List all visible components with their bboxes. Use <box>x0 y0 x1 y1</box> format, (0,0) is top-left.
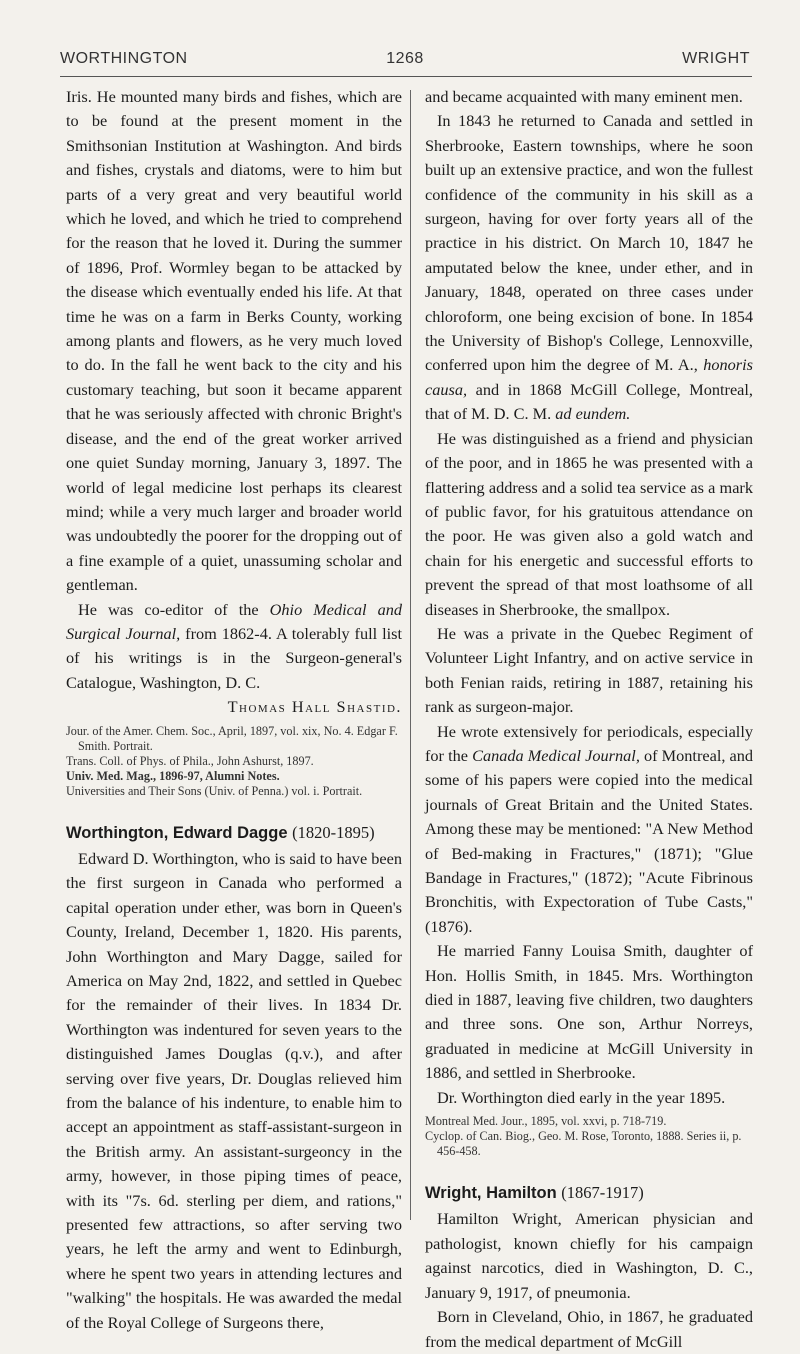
entry-heading <box>66 821 402 845</box>
reference-item: Cyclop. of Can. Biog., Geo. M. Rose, Toronto, 1888. Series ii, p. 456-458. <box>425 1129 742 1159</box>
paragraph: and became acquainted with many eminent men. <box>425 87 743 106</box>
reference-item: Trans. Coll. of Phys. of Phila., John Ashurst, 1897. <box>66 753 314 768</box>
paragraph: He married Fanny Louisa Smith, daughter of Hon. Hollis Smith, in 1845. Mrs. Worthington died in 1887, leaving five children, two daughters and three sons. One son, Arthur Norreys, graduated in medicine at McGill University in 1886, and settled in Sherbrooke. <box>425 941 753 1083</box>
paragraph: Iris. He mounted many birds and fishes, which are to be found at the present moment in the Smithsonian Institution at Washington. And birds and fishes, crystals and diatoms, were to him but parts of a very great and very beautiful world which he loved, and which he tried to comprehend for the reason that he loved it. During the summer of 1896, Prof. Wormley began to be attacked by the disease which eventually ended his life. At that time he was on a farm in Berks County, working among plants and flowers, as he very much loved to do. In the fall he went back to the city and his customary teaching, but soon it became apparent that he was seriously affected with chronic Bright's disease, and the end of the great worker arrived one quiet Sunday morning, January 3, 1897. The world of legal medicine lost perhaps its clearest mind; while a very much larger and broader world was undoubtedly the poorer for the dropping out of a fine example of a quiet, unassuming scholar and gentleman. <box>66 87 402 595</box>
left-column <box>66 85 402 1335</box>
column-divider <box>410 90 411 1220</box>
header-left-word: WORTHINGTON <box>60 50 188 67</box>
reference-item: Montreal Med. Jour., 1895, vol. xxvi, p. 718-719. <box>425 1114 667 1129</box>
reference-item: Univ. Med. Mag., 1896-97, Alumni Notes. <box>66 768 280 783</box>
text-run: He wrote extensively for periodicals, especially for the <box>425 721 753 765</box>
header-right-word: WRIGHT <box>682 50 750 67</box>
text-run: from 1862-4. A tolerably full list of his writings is in the Surgeon-general's Catalogue, Washington, D. C. <box>66 623 402 692</box>
entry-dates: (1867-1917) <box>561 1183 644 1203</box>
paragraph: Born in Cleveland, Ohio, in 1867, he graduated from the medical department of McGill <box>425 1307 753 1351</box>
entry-dates: (1820-1895) <box>292 822 375 842</box>
entry-name: Wright, Hamilton <box>425 1184 557 1203</box>
text-run: In 1843 he returned to Canada and settled in Sherbrooke, Eastern townships, where he soon built up an extensive practice, and won the fullest confidence of the community in his skill as a surgeon, having for over forty years all of the practice in his district. On March 10, 1847 he amputated below the knee, under ether, and in January, 1848, operated on three cases under chloroform, one being excision of bone. In 1854 the University of Bishop's College, Lennoxville, conferred upon him the degree of M. A., <box>425 111 753 375</box>
paragraph <box>425 109 753 426</box>
paragraph <box>425 720 753 940</box>
latin-phrase: ad eundem. <box>555 404 631 424</box>
paragraph: He was distinguished as a friend and physician of the poor, and in 1865 he was presented with a flattering address and a solid tea service as a mark of public favor, for his gratuitous attendance on the poor. He was given also a gold watch and chain for his energetic and successful efforts to prevent the spread of that most loathsome of all diseases in Sherbrooke, the smallpox. <box>425 428 753 619</box>
paragraph: Hamilton Wright, American physician and pathologist, known chiefly for his campaign against narcotics, died in Washington, D. C., January 9, 1917, of pneumonia. <box>425 1209 753 1302</box>
running-header <box>60 50 750 78</box>
paragraph: Edward D. Worthington, who is said to have been the first surgeon in Canada who performed a capital operation under ether, was born in Queen's County, Ireland, December 1, 1820. His parents, John Worthington and Mary Dagge, sailed for America on May 2nd, 1822, and settled in Quebec for the remainder of their lives. In 1834 Dr. Worthington was indentured for seven years to the distinguished James Douglas (q.v.), and after serving over five years, Dr. Douglas relieved him from the balance of his indenture, to enable him to accept an appointment as staff-assistant-surgeon in the British army. An assistant-surgeoncy in the army, however, in those piping times of peace, with its "7s. 6d. sterling per diem, and rations," presented few attractions, so after serving two years, he left the army and went to Edinburgh, where he spent two years in attending lectures and "walking" the hospitals. He was awarded the medal of the Royal College of Surgeons there, <box>66 848 402 1332</box>
page-number: 1268 <box>386 50 424 67</box>
reference-item: Universities and Their Sons (Univ. of Penna.) vol. i. Portrait. <box>66 783 363 798</box>
entry-name: Worthington, Edward Dagge <box>66 823 288 842</box>
reference-item: Jour. of the Amer. Chem. Soc., April, 1897, vol. xix, No. 4. Edgar F. Smith. Portrait. <box>66 723 398 753</box>
journal-title: Canada Medical Journal, <box>472 745 640 765</box>
right-column <box>425 85 753 1354</box>
text-run: and in 1868 McGill College, Montreal, that of M. D. C. M. <box>425 379 753 424</box>
references <box>425 1114 753 1159</box>
references <box>66 724 402 799</box>
paragraph: He was a private in the Quebec Regiment of Volunteer Light Infantry, and on active service in both Fenian raids, retiring in 1887, retaining his rank as surgeon-major. <box>425 623 753 717</box>
author-signature: Thomas Hall Shastid. <box>227 697 402 717</box>
paragraph: Dr. Worthington died early in the year 1895. <box>437 1087 726 1107</box>
paragraph <box>66 598 402 696</box>
latin-phrase: honoris causa, <box>425 355 753 399</box>
entry-heading <box>425 1181 753 1205</box>
header-rule <box>60 76 752 77</box>
text-run: He was co-editor of the <box>78 599 270 619</box>
text-run: of Montreal, and some of his papers were copied into the medical journals of Great Britain and the United States. Among these may be mentioned: "A New Method of Bed-making in Fractures," (1871); "Glue Bandage in Fractures," (1872); "Acute Fibrinous Bronchitis, with Expectoration of Tube Casts," (1876). <box>425 745 754 936</box>
journal-title: Ohio Medical and Surgical Journal, <box>66 599 403 643</box>
